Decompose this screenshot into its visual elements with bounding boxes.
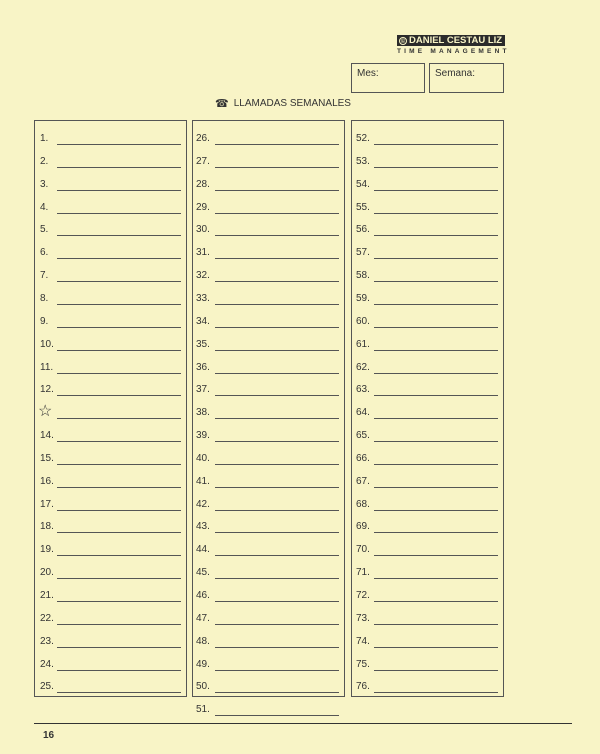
call-entry-number: 76. <box>356 681 370 693</box>
call-entry-number: 32. <box>196 270 210 282</box>
call-entry-number: 23. <box>40 635 54 647</box>
call-entry-row[interactable] <box>193 384 344 406</box>
call-entry-number: 35. <box>196 338 210 350</box>
call-entry-number: 39. <box>196 430 210 442</box>
call-entry-number: 52. <box>356 133 370 144</box>
call-entry-row[interactable] <box>352 613 503 635</box>
call-entry-line[interactable] <box>215 532 339 533</box>
call-entry-row[interactable] <box>193 202 344 224</box>
call-entry-number: 4. <box>40 201 49 213</box>
call-entry-number: 40. <box>196 452 210 464</box>
call-entry-row[interactable] <box>35 179 186 201</box>
call-entry-line[interactable] <box>374 258 498 259</box>
call-entry-line[interactable] <box>374 601 498 602</box>
call-entry-row[interactable] <box>352 247 503 269</box>
brand-logo <box>397 35 510 55</box>
call-entry-line[interactable] <box>215 304 339 305</box>
call-entry-line[interactable] <box>57 692 181 693</box>
call-entry-number: 44. <box>196 544 210 556</box>
call-entry-number: 49. <box>196 658 210 670</box>
call-entry-line[interactable] <box>215 350 339 351</box>
call-entry-row[interactable] <box>352 407 503 429</box>
call-entry-line[interactable] <box>57 532 181 533</box>
call-entry-number: 18. <box>40 521 54 533</box>
mes-label: Mes: <box>357 68 379 79</box>
mes-field[interactable] <box>351 63 425 93</box>
call-entry-line[interactable] <box>57 441 181 442</box>
call-entry-line[interactable] <box>57 213 181 214</box>
call-entry-row[interactable] <box>352 362 503 384</box>
call-entry-line[interactable] <box>57 281 181 282</box>
call-entry-line[interactable] <box>57 418 181 419</box>
call-entry-row[interactable] <box>35 202 186 224</box>
call-entry-number: 73. <box>356 612 370 624</box>
call-entry-number: 64. <box>356 407 370 419</box>
call-entry-line[interactable] <box>374 441 498 442</box>
call-entry-line[interactable] <box>57 258 181 259</box>
call-entry-row[interactable] <box>35 316 186 338</box>
call-entry-row[interactable] <box>193 156 344 178</box>
call-entry-number: 25. <box>40 681 54 693</box>
call-entry-row[interactable] <box>193 247 344 269</box>
call-entry-number: 70. <box>356 544 370 556</box>
call-entry-row[interactable] <box>35 384 186 406</box>
call-entry-number: 57. <box>356 247 370 259</box>
call-entry-row[interactable] <box>35 476 186 498</box>
call-entry-row[interactable] <box>35 613 186 635</box>
call-entry-line[interactable] <box>215 190 339 191</box>
call-entry-line[interactable] <box>215 464 339 465</box>
call-entry-line[interactable] <box>374 487 498 488</box>
call-entry-row[interactable] <box>35 270 186 292</box>
call-entry-row[interactable] <box>352 521 503 543</box>
call-entry-row[interactable] <box>352 659 503 681</box>
call-entry-number: 71. <box>356 567 370 579</box>
call-entry-number: 66. <box>356 452 370 464</box>
call-entry-number: 68. <box>356 498 370 510</box>
call-entry-row[interactable] <box>352 270 503 292</box>
call-entry-row[interactable] <box>193 636 344 658</box>
call-entry-row[interactable] <box>352 590 503 612</box>
call-entry-row[interactable] <box>193 544 344 566</box>
call-entry-line[interactable] <box>57 510 181 511</box>
call-entry-row[interactable] <box>35 681 186 703</box>
call-entry-line[interactable] <box>374 190 498 191</box>
call-entry-line[interactable] <box>215 601 339 602</box>
call-entry-row[interactable] <box>193 316 344 338</box>
call-entry-number: 58. <box>356 270 370 282</box>
call-entry-line[interactable] <box>57 647 181 648</box>
call-entry-row[interactable] <box>193 179 344 201</box>
call-entry-line[interactable] <box>57 464 181 465</box>
call-entry-row[interactable] <box>193 270 344 292</box>
call-entry-row[interactable] <box>35 544 186 566</box>
call-entry-line[interactable] <box>215 624 339 625</box>
call-entry-row[interactable] <box>193 567 344 589</box>
call-entry-row[interactable] <box>35 156 186 178</box>
call-entry-number: 65. <box>356 430 370 442</box>
call-entry-line[interactable] <box>215 578 339 579</box>
call-entry-number: 42. <box>196 498 210 510</box>
call-entry-row[interactable] <box>352 544 503 566</box>
call-entry-line[interactable] <box>215 715 339 716</box>
call-entry-row[interactable] <box>35 293 186 315</box>
call-entry-line[interactable] <box>374 144 498 145</box>
call-entry-line[interactable] <box>374 167 498 168</box>
call-entry-row[interactable] <box>193 659 344 681</box>
call-entry-number: 56. <box>356 224 370 236</box>
call-entry-line[interactable] <box>215 144 339 145</box>
call-entry-row[interactable] <box>35 224 186 246</box>
call-entry-number: 33. <box>196 292 210 304</box>
call-entry-number: 5. <box>40 224 49 236</box>
call-entry-line[interactable] <box>215 327 339 328</box>
call-entry-line[interactable] <box>374 692 498 693</box>
call-entry-line[interactable] <box>57 578 181 579</box>
call-entry-number: 60. <box>356 315 370 327</box>
call-entry-number: 11. <box>40 361 54 373</box>
call-entry-line[interactable] <box>374 304 498 305</box>
footer-divider <box>34 723 572 724</box>
call-entry-line[interactable] <box>374 235 498 236</box>
call-entry-row[interactable] <box>193 362 344 384</box>
call-entry-row[interactable] <box>35 339 186 361</box>
call-entry-line[interactable] <box>57 327 181 328</box>
brand-name-bar <box>397 35 505 46</box>
call-entry-row[interactable] <box>193 453 344 475</box>
star-icon: ☆ <box>38 403 53 421</box>
call-entry-number: 50. <box>196 681 210 693</box>
copyright-icon: © <box>400 38 406 45</box>
call-entry-row[interactable] <box>352 156 503 178</box>
call-entry-number: 2. <box>40 155 49 167</box>
call-entry-line[interactable] <box>374 670 498 671</box>
call-entry-number: 46. <box>196 590 210 601</box>
call-entry-row[interactable] <box>352 453 503 475</box>
call-entry-line[interactable] <box>374 281 498 282</box>
call-column-3 <box>351 120 504 697</box>
call-entry-number: 47. <box>196 612 210 624</box>
call-entry-number: 16. <box>40 475 54 487</box>
call-entry-line[interactable] <box>215 418 339 419</box>
call-entry-line[interactable] <box>374 647 498 648</box>
section-title-text: LLAMADAS SEMANALES <box>233 98 351 109</box>
call-entry-number: 7. <box>40 270 49 282</box>
call-entry-line[interactable] <box>374 350 498 351</box>
call-entry-row[interactable] <box>193 339 344 361</box>
call-entry-number: 72. <box>356 590 370 601</box>
call-entry-number: 48. <box>196 635 210 647</box>
call-entry-line[interactable] <box>374 327 498 328</box>
call-entry-line[interactable] <box>57 373 181 374</box>
call-entry-row[interactable] <box>352 316 503 338</box>
call-entry-number: 53. <box>356 155 370 167</box>
call-entry-number: 31. <box>196 247 210 259</box>
call-entry-line[interactable] <box>215 647 339 648</box>
call-entry-row[interactable] <box>193 613 344 635</box>
call-entry-number: 62. <box>356 361 370 373</box>
call-entry-number: 41. <box>196 475 210 487</box>
semana-field[interactable] <box>429 63 504 93</box>
call-entry-number: 55. <box>356 201 370 213</box>
call-entry-row[interactable] <box>193 590 344 612</box>
call-entry-line[interactable] <box>215 235 339 236</box>
call-entry-number: 15. <box>40 452 54 464</box>
call-entry-line[interactable] <box>57 190 181 191</box>
call-entry-number: 69. <box>356 521 370 533</box>
call-entry-row[interactable] <box>352 339 503 361</box>
call-entry-number: 22. <box>40 612 54 624</box>
call-entry-number: 9. <box>40 315 49 327</box>
call-entry-line[interactable] <box>57 350 181 351</box>
call-entry-row[interactable] <box>35 247 186 269</box>
call-entry-line[interactable] <box>57 487 181 488</box>
call-entry-row[interactable] <box>352 567 503 589</box>
call-entry-line[interactable] <box>374 510 498 511</box>
call-entry-row[interactable] <box>352 179 503 201</box>
call-entry-number: 74. <box>356 635 370 647</box>
call-entry-number: 24. <box>40 658 54 670</box>
call-entry-line[interactable] <box>215 373 339 374</box>
call-entry-number: 34. <box>196 315 210 327</box>
call-entry-number: 43. <box>196 521 210 533</box>
call-entry-number: 27. <box>196 155 210 167</box>
call-entry-line[interactable] <box>57 395 181 396</box>
call-entry-line[interactable] <box>374 624 498 625</box>
call-entry-number: 14. <box>40 430 54 442</box>
call-entry-row[interactable] <box>193 521 344 543</box>
call-entry-number: 63. <box>356 384 370 396</box>
semana-label: Semana: <box>435 68 476 79</box>
call-entry-row[interactable] <box>193 133 344 155</box>
call-entry-line[interactable] <box>374 213 498 214</box>
call-entry-number: 21. <box>40 590 54 601</box>
call-entry-number: 26. <box>196 133 210 144</box>
call-entry-row[interactable] <box>35 499 186 521</box>
call-entry-number: 37. <box>196 384 210 396</box>
call-entry-row[interactable] <box>35 590 186 612</box>
call-entry-row[interactable] <box>352 636 503 658</box>
call-entry-line[interactable] <box>215 213 339 214</box>
call-entry-number: 1. <box>40 133 49 144</box>
call-entry-number: 19. <box>40 544 54 556</box>
call-entry-line[interactable] <box>215 281 339 282</box>
call-entry-line[interactable] <box>57 304 181 305</box>
call-entry-number: 28. <box>196 178 210 190</box>
call-entry-line[interactable] <box>215 555 339 556</box>
call-entry-number: 6. <box>40 247 49 259</box>
brand-tagline: TIME MANAGEMENT <box>397 48 510 55</box>
call-entry-row[interactable] <box>352 133 503 155</box>
call-entry-row[interactable] <box>193 407 344 429</box>
call-entry-line[interactable] <box>374 464 498 465</box>
call-entry-row[interactable] <box>35 453 186 475</box>
call-entry-row[interactable] <box>193 224 344 246</box>
call-entry-row[interactable] <box>193 430 344 452</box>
call-entry-row[interactable] <box>35 521 186 543</box>
call-entry-row[interactable] <box>193 476 344 498</box>
call-entry-number: 59. <box>356 292 370 304</box>
page-number: 16 <box>43 730 55 741</box>
call-entry-number: 67. <box>356 475 370 487</box>
call-entry-row[interactable] <box>193 681 344 703</box>
call-entry-line[interactable] <box>57 235 181 236</box>
call-entry-line[interactable] <box>374 555 498 556</box>
call-entry-row[interactable] <box>35 362 186 384</box>
call-entry-line[interactable] <box>215 487 339 488</box>
call-entry-number: 29. <box>196 201 210 213</box>
call-column-1 <box>34 120 187 697</box>
call-entry-line[interactable] <box>57 144 181 145</box>
call-entry-row[interactable] <box>352 224 503 246</box>
call-entry-row[interactable] <box>35 636 186 658</box>
call-entry-line[interactable] <box>374 418 498 419</box>
call-entry-number: 20. <box>40 567 54 579</box>
call-entry-line[interactable] <box>57 624 181 625</box>
brand-name: DANIEL CESTAU LIZ <box>409 35 503 46</box>
call-entry-line[interactable] <box>374 395 498 396</box>
call-entry-line[interactable] <box>374 578 498 579</box>
call-column-2 <box>192 120 345 716</box>
call-entry-line[interactable] <box>374 532 498 533</box>
call-entry-number: 61. <box>356 338 370 350</box>
call-entry-row[interactable] <box>352 476 503 498</box>
call-entry-row[interactable] <box>352 202 503 224</box>
call-entry-number: 12. <box>40 384 54 396</box>
call-entry-number: 51. <box>196 704 210 716</box>
call-entry-row[interactable] <box>35 430 186 452</box>
call-entry-line[interactable] <box>215 670 339 671</box>
call-entry-line[interactable] <box>215 510 339 511</box>
call-entry-line[interactable] <box>57 555 181 556</box>
call-entry-line[interactable] <box>215 167 339 168</box>
call-entry-row[interactable] <box>35 403 186 429</box>
call-entry-line[interactable] <box>215 258 339 259</box>
call-entry-line[interactable] <box>57 670 181 671</box>
call-entry-row[interactable] <box>352 681 503 703</box>
call-entry-row[interactable] <box>352 499 503 521</box>
call-entry-number: 38. <box>196 407 210 419</box>
call-entry-line[interactable] <box>57 601 181 602</box>
section-title <box>215 97 351 110</box>
call-entry-row[interactable] <box>35 133 186 155</box>
call-entry-row[interactable] <box>352 293 503 315</box>
call-entry-row[interactable] <box>352 430 503 452</box>
call-entry-row[interactable] <box>352 384 503 406</box>
call-entry-number: 75. <box>356 658 370 670</box>
call-entry-number: 8. <box>40 292 49 304</box>
call-entry-number: 45. <box>196 567 210 579</box>
call-entry-number: 17. <box>40 498 54 510</box>
call-entry-row[interactable] <box>35 659 186 681</box>
call-entry-line[interactable] <box>215 692 339 693</box>
call-entry-number: 36. <box>196 361 210 373</box>
call-entry-line[interactable] <box>215 441 339 442</box>
call-entry-number: 30. <box>196 224 210 236</box>
call-entry-line[interactable] <box>57 167 181 168</box>
call-entry-line[interactable] <box>374 373 498 374</box>
call-entry-number: 3. <box>40 178 49 190</box>
call-entry-row[interactable] <box>193 293 344 315</box>
call-entry-row[interactable] <box>35 567 186 589</box>
call-entry-number: 10. <box>40 338 54 350</box>
call-entry-number: 54. <box>356 178 370 190</box>
telephone-icon: ☎ <box>215 98 229 110</box>
call-entry-row[interactable] <box>193 499 344 521</box>
call-entry-line[interactable] <box>215 395 339 396</box>
